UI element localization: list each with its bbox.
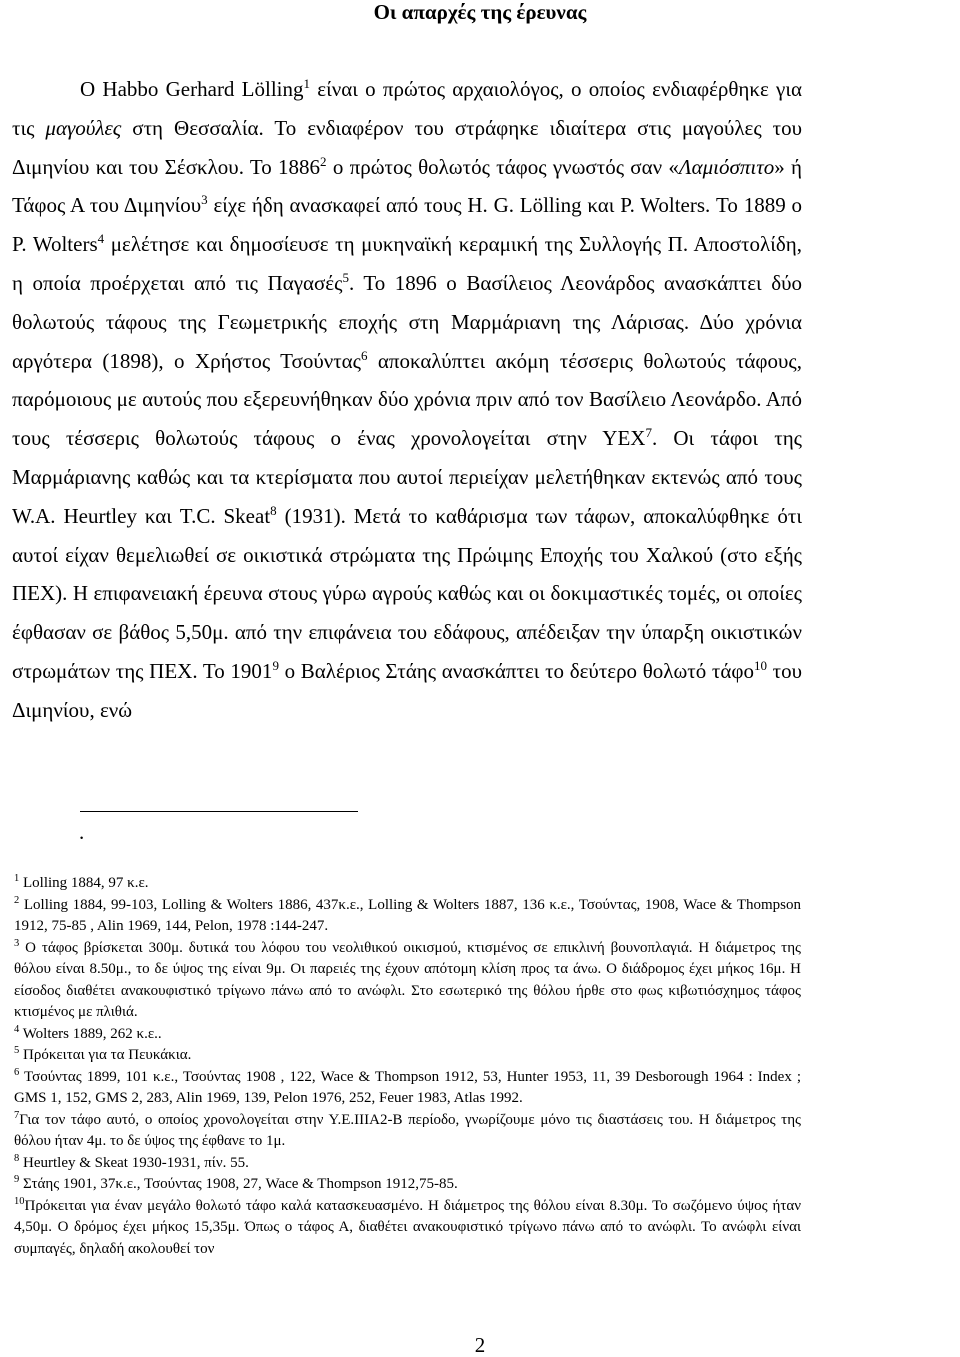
footnote-number: 4 [14, 1023, 20, 1035]
footnote-ref-5[interactable]: 5 [342, 269, 349, 285]
footnote-number: 7 [14, 1109, 20, 1121]
footnote-text: Heurtley & Skeat 1930-1931, πίν. 55. [19, 1154, 249, 1171]
footnote-ref-6[interactable]: 6 [361, 347, 368, 363]
footnote-ref-2[interactable]: 2 [320, 153, 327, 169]
footnotes [13, 873, 801, 1260]
text-run: . Το 1896 ο Βασίλειος Λεονάρδος ανασκάπτει δύο θολωτούς τάφους της Γεωμετρικής εποχής στη Μαρμάριανη της Λάρισας. Δύο χρόνια αργότερα (1898), ο Χρήστος Τσούντας [12, 270, 802, 373]
footnote-number: 8 [14, 1152, 20, 1164]
footnote-ref-9[interactable]: 9 [272, 657, 279, 673]
footnote [13, 1110, 801, 1153]
text-run: είναι ο πρώτος αρχαιολόγος, ο οποίος ενδιαφέρθηκε για τις [12, 77, 802, 140]
text-run: » ή Τάφος Α του Διμηνίου [12, 154, 802, 218]
separator-dot: . [79, 820, 85, 844]
footnote-text: Πρόκειται για τα Πευκάκια. [19, 1047, 192, 1063]
text-run: στη Θεσσαλία. Το ενδιαφέρον του στράφηκε ιδιαίτερα στις μαγούλες του Διμηνίου και του Σέσκλου. Το 1886 [12, 115, 802, 179]
footnote-ref-7[interactable]: 7 [645, 425, 652, 441]
paragraph [12, 70, 802, 730]
body-text [12, 70, 802, 730]
footnote [13, 895, 801, 938]
footnote-ref-4[interactable]: 4 [97, 231, 105, 247]
footnote-number: 2 [14, 894, 20, 906]
text-run: αποκαλύπτει ακόμη τέσσερις θολωτούς τάφους, παρόμοιους με αυτούς που εξερευνήθηκαν δύο χρόνια πριν από τον Βασίλειο Λεονάρδο. Από τους τέσσερις θολωτούς τάφους ο ένας χρονολογείται στην ΥΕΧ [12, 348, 803, 451]
footnote [13, 1067, 801, 1110]
text-run: ο πρώτος θολωτός τάφος γνωστός σαν « [326, 154, 679, 179]
italic-term: μαγούλες [45, 115, 122, 140]
footnote-number: 9 [14, 1174, 20, 1186]
footnote [13, 1196, 801, 1261]
footnote-ref-8[interactable]: 8 [270, 502, 277, 518]
text-run: Ο Habbo Gerhard Lölling [80, 77, 304, 101]
footnote [13, 873, 801, 895]
italic-term: Λαμιόσπιτο [678, 154, 775, 179]
footnote-text: Lolling 1884, 97 κ.ε. [19, 875, 149, 891]
footnote-text: Τσούντας 1899, 101 κ.ε., Τσούντας 1908 , 122, Wace & Thompson 1912, 53, Hunter 1953, 11, 39 Desborough 1964 : Index ; GMS 1, 152, GMS 2, 283, Alin 1969, 139, Pelon 1976, 252, Feuer 1983, Atlas 1992. [14, 1068, 801, 1106]
footnote-ref-10[interactable]: 10 [753, 657, 767, 673]
footnote-number: 1 [14, 873, 20, 885]
text-run: . Οι τάφοι της Μαρμάριανης καθώς και τα κτερίσματα που αυτοί περιείχαν μελετήθηκαν εκτενώς από τους W.A. Heurtley και T.C. Skeat [12, 426, 802, 528]
footnote-ref-3[interactable]: 3 [201, 192, 208, 208]
footnote-number: 10 [14, 1195, 25, 1207]
page-number: 2 [474, 1333, 486, 1357]
footnote-text: Για τον τάφο αυτό, ο οποίος χρονολογείται στην Υ.Ε.ΙΙΙΑ2-Β περίοδο, γνωρίζουμε μόνο τις διαστάσεις του. Η διάμετρος της θόλου ήταν 4μ. το δε ύψος της έφθανε το 1μ. [14, 1111, 801, 1149]
footnote-text: Πρόκειται για έναν μεγάλο θολωτό τάφο καλά κατασκευασμένο. Η διάμετρος της θόλου είναι 8.30μ. Το σωζόμενο ύψος ήταν 4,50μ. Ο δρόμος έχει μήκος 15,35μ. Όπως ο τάφος Α, διαθέτει ανακουφιστικό τρίγωνο πάνω από το ανώφλι. Το ανώφλι είναι συμπαγές, δηλαδή ακολουθεί τον [14, 1197, 801, 1257]
footnote-ref-1[interactable]: 1 [303, 75, 311, 91]
footnote-text: Στάης 1901, 37κ.ε., Τσούντας 1908, 27, Wace & Thompson 1912,75-85. [19, 1176, 458, 1192]
footnote [13, 1045, 801, 1067]
footnote [13, 1024, 801, 1046]
footnote-text: Wolters 1889, 262 κ.ε.. [19, 1025, 162, 1042]
footnote-number: 5 [14, 1045, 20, 1057]
text-run: (1931). Μετά το καθάρισμα των τάφων, αποκαλύφθηκε ότι αυτοί είχαν θεμελιωθεί σε οικιστικά στρώματα της Πρώιμης Εποχής του Χαλκού (στο εξής ΠΕΧ). Η επιφανειακή έρευνα στους γύρω αγρούς καθώς και οι δοκιμαστικές τομές, οι οποίες έφθασαν σε βάθος 5,50μ. από την επιφάνεια του εδάφους, απέδειξαν την ύπαρξη οικιστικών στρωμάτων της ΠΕΧ. Το 1901 [12, 503, 802, 683]
section-title: Οι απαρχές της έρευνας [373, 0, 587, 24]
footnote-text: Lolling 1884, 99-103, Lolling & Wolters 1886, 437κ.ε., Lolling & Wolters 1887, 136 κ.ε., Τσούντας, 1908, Wace & Thompson 1912, 75-85 , Alin 1969, 144, Pelon, 1978 :144-247. [14, 896, 801, 934]
text-run: του Διμηνίου, ενώ [12, 658, 802, 722]
footnote-number: 3 [14, 937, 20, 949]
footnote-separator [80, 811, 358, 812]
footnote-number: 6 [14, 1066, 20, 1078]
footnote-text: Ο τάφος βρίσκεται 300μ. δυτικά του λόφου του νεολιθικού οικισμού, κτισμένος σε επικλινή βουνοπλαγιά. Η διάμετρος της θόλου είναι 8.50μ., το δε ύψος της είναι 9μ. Οι παρειές της έχουν απότομη κλίση προς τα άνω. Ο διάδρομος έχει μήκος 16μ. Η είσοδος διαθέτει ανακουφιστικό τρίγωνο πάνω από το ανώφλι. Στο εσωτερικό της θόλου ήρθε στο φως κιβωτιόσχημος τάφος κτισμένος με πλιθιά. [14, 939, 801, 1020]
footnote [13, 938, 801, 1024]
footnote [13, 1153, 801, 1175]
text-run: μελέτησε και δημοσίευσε τη μυκηναϊκή κεραμική της Συλλογής Π. Αποστολίδη, η οποία προέρχεται από τις Παγασές [12, 232, 802, 295]
footnote [13, 1174, 801, 1196]
text-run: είχε ήδη ανασκαφεί από τους H. G. Lölling και P. Wolters. Το 1889 ο P. Wolters [12, 193, 802, 257]
text-run: ο Βαλέριος Στάης ανασκάπτει το δεύτερο θολωτό τάφο [278, 658, 754, 683]
